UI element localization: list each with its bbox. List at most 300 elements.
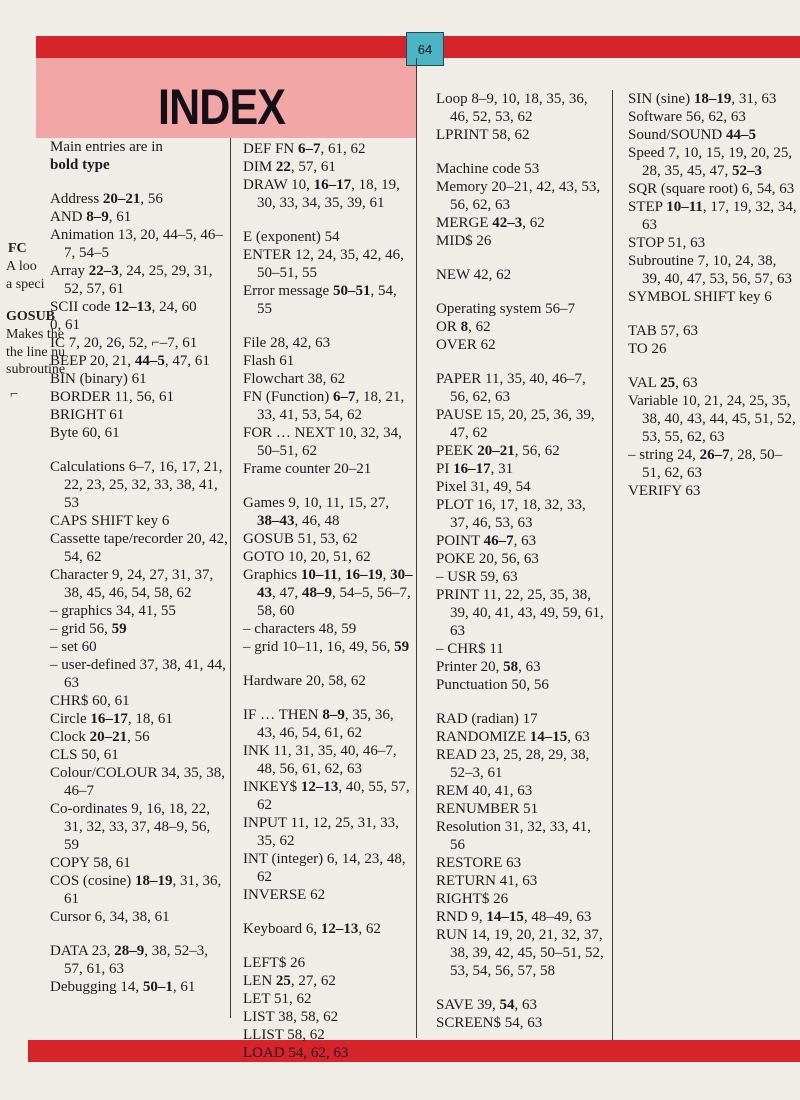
entry-text: , 48–49, 63 (523, 909, 592, 925)
index-entry (436, 640, 608, 658)
entry-text: , 54, 55 (257, 283, 397, 317)
entry-text: DATA 23, (50, 943, 115, 959)
index-entry (243, 282, 415, 318)
entry-group-gap (243, 318, 415, 334)
entry-text: , 24, 60 (151, 299, 197, 315)
entry-text: RND 9, (436, 909, 487, 925)
index-entry (50, 370, 228, 388)
entry-text: Speed 7, 10, 15, 19, 20, 25, 28, 35, 45, 47, (628, 145, 793, 179)
side-fragment-mark: ⌐ (10, 387, 18, 402)
index-entry (436, 996, 608, 1014)
entry-text: Cassette tape/recorder 20, 42, 54, 62 (50, 531, 228, 565)
entry-text: RETURN 41, 63 (436, 873, 538, 889)
column-divider-1 (230, 138, 231, 1018)
entry-page-bold: 59 (111, 621, 127, 637)
entry-text: Flowchart 38, 62 (243, 371, 346, 387)
entry-text: , 56 (140, 191, 163, 207)
entry-text: DEF FN (243, 141, 299, 157)
column-divider-2 (416, 58, 417, 1038)
entry-page-bold: 26–7 (699, 447, 730, 463)
entry-text: BIN (binary) 61 (50, 371, 147, 387)
entry-text: MID$ 26 (436, 233, 492, 249)
index-entry (50, 728, 228, 746)
entry-group-gap (628, 306, 798, 322)
entry-text: – string 24, (628, 447, 700, 463)
entry-text: BORDER 11, 56, 61 (50, 389, 175, 405)
entry-text: IF … THEN (243, 707, 323, 723)
index-entry (436, 300, 608, 318)
entry-text: , (382, 567, 391, 583)
index-entry (243, 672, 415, 690)
entry-page-bold: 46–7 (483, 533, 514, 549)
entry-text: FN (Function) (243, 389, 333, 405)
index-entry (628, 340, 798, 358)
entry-text: SQR (square root) 6, 54, 63 (628, 181, 795, 197)
entry-text: INKEY$ (243, 779, 301, 795)
entry-text: PAPER 11, 35, 40, 46–7, 56, 62, 63 (436, 371, 586, 405)
entry-text: , 62 (522, 215, 545, 231)
entry-text: , 46, 48 (294, 513, 340, 529)
index-entry (628, 144, 798, 180)
entry-text: COPY 58, 61 (50, 855, 131, 871)
index-entry (50, 566, 228, 602)
entry-page-bold: 52–3 (732, 163, 762, 179)
index-entry (50, 530, 228, 566)
index-entry (243, 548, 415, 566)
index-entry (243, 530, 415, 548)
entry-text: VAL (628, 375, 661, 391)
entry-text: Printer 20, (436, 659, 504, 675)
entry-text: LOAD 54, 62, 63 (243, 1045, 349, 1061)
entry-text: GOSUB 51, 53, 62 (243, 531, 358, 547)
index-column-1 (50, 138, 228, 996)
index-entry (243, 460, 415, 478)
index-entry (436, 1014, 608, 1032)
index-entry (628, 482, 798, 500)
entry-group-gap (50, 442, 228, 458)
entry-text: POKE 20, 56, 63 (436, 551, 539, 567)
entry-page-bold: 6–7 (333, 389, 356, 405)
entry-text: Loop 8–9, 10, 18, 35, 36, 46, 52, 53, 62 (436, 91, 588, 125)
entry-text: Pixel 31, 49, 54 (436, 479, 531, 495)
index-entry (50, 638, 228, 656)
column-2-entries (243, 140, 415, 1062)
entry-page-bold: 30–43 (257, 567, 413, 601)
entry-text: – USR 59, 63 (436, 569, 518, 585)
index-entry (436, 658, 608, 676)
index-entry (243, 638, 415, 656)
entry-text: , 17, 19, 32, 34, 63 (642, 199, 797, 233)
index-entry (50, 424, 228, 442)
index-entry (436, 160, 608, 178)
entry-text: , 54–5, 56–7, 58, 60 (257, 585, 411, 619)
entry-page-bold: 28–9 (114, 943, 145, 959)
entry-text: Games 9, 10, 11, 15, 27, (243, 495, 390, 511)
index-entry (436, 266, 608, 284)
index-entry (50, 226, 228, 262)
entry-text: Colour/COLOUR 34, 35, 38, 46–7 (50, 765, 226, 799)
index-entry (436, 818, 608, 854)
index-entry (50, 908, 228, 926)
index-entry (436, 872, 608, 890)
entry-text: LLIST 58, 62 (243, 1027, 325, 1043)
entry-text: BRIGHT 61 (50, 407, 125, 423)
index-entry (50, 352, 228, 370)
index-entry (50, 656, 228, 692)
entry-text: , 28, 50–51, 62, 63 (642, 447, 783, 481)
entry-text: – grid 10–11, 16, 49, 56, (243, 639, 395, 655)
index-entry (243, 424, 415, 460)
entry-text: 0, 61 (50, 317, 80, 333)
entry-text: INT (integer) 6, 14, 23, 48, 62 (243, 851, 406, 885)
entry-group-gap (436, 354, 608, 370)
entry-text: Character 9, 24, 27, 31, 37, 38, 45, 46, 54, 58, 62 (50, 567, 214, 601)
index-entry (50, 512, 228, 530)
entry-text: OR (436, 319, 461, 335)
entry-text: Debugging 14, (50, 979, 143, 995)
index-entry (436, 214, 608, 232)
entry-text: SCREEN$ 54, 63 (436, 1015, 543, 1031)
entry-text: Punctuation 50, 56 (436, 677, 549, 693)
entry-text: E (exponent) 54 (243, 229, 340, 245)
index-entry (243, 706, 415, 742)
index-entry (50, 458, 228, 512)
entry-text: RENUMBER 51 (436, 801, 539, 817)
side-fragment-makes-the: Makes the (6, 327, 64, 342)
index-entry (243, 140, 415, 158)
entry-page-bold: 22 (275, 159, 291, 175)
entry-text: – graphics 34, 41, 55 (50, 603, 176, 619)
entry-text: Error message (243, 283, 333, 299)
index-entry (243, 778, 415, 814)
entry-text: PI (436, 461, 454, 477)
entry-text: LET 51, 62 (243, 991, 312, 1007)
entry-page-bold: 50–1 (142, 979, 173, 995)
index-entry (436, 746, 608, 782)
entry-group-gap (436, 250, 608, 266)
entry-text: RAD (radian) 17 (436, 711, 538, 727)
entry-group-gap (436, 694, 608, 710)
index-entry (243, 972, 415, 990)
entry-page-bold: 44–5 (725, 127, 756, 143)
index-entry (436, 406, 608, 442)
entry-text: IC 7, 20, 26, 52, ⌐–7, 61 (50, 335, 198, 351)
entry-text: DIM (243, 159, 276, 175)
entry-page-bold: 25 (660, 375, 676, 391)
entry-text: PLOT 16, 17, 18, 32, 33, 37, 46, 53, 63 (436, 497, 586, 531)
entry-text: TO 26 (628, 341, 667, 357)
index-entry (243, 494, 415, 530)
entry-text: , 63 (518, 659, 541, 675)
entry-text: CLS 50, 61 (50, 747, 119, 763)
entry-page-bold: 58 (503, 659, 519, 675)
entry-text: – user-defined 37, 38, 41, 44, 63 (50, 657, 226, 691)
index-entry (50, 710, 228, 728)
entry-page-bold: 59 (394, 639, 410, 655)
index-column-2 (243, 140, 415, 1062)
index-entry (628, 322, 798, 340)
index-entry (436, 568, 608, 586)
entry-text: Circle (50, 711, 91, 727)
index-entry (243, 158, 415, 176)
entry-text: Cursor 6, 34, 38, 61 (50, 909, 170, 925)
index-entry (243, 1008, 415, 1026)
entry-page-bold: 20–21 (89, 729, 128, 745)
entry-text: READ 23, 25, 28, 29, 38, 52–3, 61 (436, 747, 590, 781)
index-entry (436, 232, 608, 250)
entry-text: , (337, 567, 346, 583)
entry-text: , 63 (567, 729, 590, 745)
entry-text: , 63 (513, 533, 537, 549)
entry-text: , 62 (468, 319, 491, 335)
entry-text: LPRINT 58, 62 (436, 127, 530, 143)
index-entry (436, 854, 608, 872)
index-entry (243, 352, 415, 370)
entry-text: Sound/SOUND (628, 127, 726, 143)
entry-text: Subroutine 7, 10, 24, 38, 39, 40, 47, 53, 56, 57, 63 (628, 253, 792, 287)
entry-text: BEEP 20, 21, (50, 353, 135, 369)
entry-text: INPUT 11, 12, 25, 31, 33, 35, 62 (243, 815, 399, 849)
entry-text: – grid 56, (50, 621, 112, 637)
index-entry (50, 406, 228, 424)
entry-text: RANDOMIZE (436, 729, 530, 745)
column-3-entries (436, 90, 608, 1032)
index-entry (243, 620, 415, 638)
index-entry (628, 392, 798, 446)
index-entry (50, 262, 228, 298)
entry-text: , 47, (272, 585, 302, 601)
entry-group-gap (628, 358, 798, 374)
entry-page-bold: 20–21 (102, 191, 141, 207)
entry-text: Keyboard 6, (243, 921, 321, 937)
entry-text: , 62 (358, 921, 381, 937)
index-entry (628, 198, 798, 234)
index-entry (50, 334, 228, 352)
entry-text: , 61 (172, 979, 196, 995)
intro-line-1: Main entries are in (50, 139, 163, 155)
entry-text: Frame counter 20–21 (243, 461, 372, 477)
page-number: 64 (406, 32, 444, 66)
entry-text: Graphics (243, 567, 301, 583)
index-entry (436, 478, 608, 496)
entry-group-gap (436, 284, 608, 300)
entry-text: Flash 61 (243, 353, 295, 369)
entry-text: MERGE (436, 215, 493, 231)
entry-page-bold: 12–13 (114, 299, 152, 315)
index-entry (436, 710, 608, 728)
index-entry (243, 954, 415, 972)
index-entry (243, 1044, 415, 1062)
entry-text: SCII code (50, 299, 115, 315)
entry-page-bold: 20–21 (477, 443, 515, 459)
side-fragment-fc: FC (8, 241, 27, 256)
entry-text: Address (50, 191, 103, 207)
entry-page-bold: 18–19 (135, 873, 173, 889)
index-entry (436, 926, 608, 980)
entry-text: , 27, 62 (290, 973, 336, 989)
entry-text: AND (50, 209, 87, 225)
entry-text: RESTORE 63 (436, 855, 522, 871)
entry-text: Co-ordinates 9, 16, 18, 22, 31, 32, 33, 37, 48–9, 56, 59 (50, 801, 211, 853)
entry-text: REM 40, 41, 63 (436, 783, 533, 799)
entry-group-gap (243, 212, 415, 228)
entry-text: , 63 (514, 997, 537, 1013)
index-entry (243, 388, 415, 424)
index-entry (50, 746, 228, 764)
index-entry (628, 374, 798, 392)
entry-page-bold: 22–3 (88, 263, 119, 279)
entry-text: OVER 62 (436, 337, 496, 353)
entry-text: GOTO 10, 20, 51, 62 (243, 549, 371, 565)
entry-text: COS (cosine) (50, 873, 135, 889)
index-entry (243, 228, 415, 246)
index-entry (436, 496, 608, 532)
entry-text: Machine code 53 (436, 161, 540, 177)
entry-text: , 61, 62 (320, 141, 366, 157)
index-entry (628, 446, 798, 482)
entry-page-bold: 10–11 (300, 567, 338, 583)
index-entry (436, 178, 608, 214)
entry-text: SAVE 39, (436, 997, 500, 1013)
index-entry (50, 978, 228, 996)
entry-text: SYMBOL SHIFT key 6 (628, 289, 772, 305)
entry-page-bold: 50–51 (332, 283, 371, 299)
entry-page-bold: 10–11 (666, 199, 703, 215)
index-entry (628, 108, 798, 126)
entry-page-bold: 8–9 (86, 209, 109, 225)
entry-text: , 38, 52–3, 57, 61, 63 (64, 943, 208, 977)
entry-group-gap (243, 478, 415, 494)
index-entry (50, 208, 228, 226)
entry-text: CAPS SHIFT key 6 (50, 513, 170, 529)
column-1-entries (50, 190, 228, 996)
entry-group-gap (243, 656, 415, 672)
index-entry (243, 246, 415, 282)
entry-text: Resolution 31, 32, 33, 41, 56 (436, 819, 592, 853)
entry-page-bold: 16–17 (453, 461, 491, 477)
index-entry (436, 728, 608, 746)
index-entry (243, 886, 415, 904)
entry-text: , 18, 61 (127, 711, 173, 727)
entry-page-bold: 42–3 (492, 215, 523, 231)
entry-group-gap (243, 904, 415, 920)
index-entry (50, 190, 228, 208)
entry-page-bold: 18–19 (693, 91, 732, 107)
column-4-entries (628, 90, 798, 500)
entry-text: , 35, 36, 43, 46, 54, 61, 62 (257, 707, 394, 741)
index-entry (50, 872, 228, 908)
entry-text: Memory 20–21, 42, 43, 53, 56, 62, 63 (436, 179, 601, 213)
entry-text: Operating system 56–7 (436, 301, 576, 317)
entry-text: , 31 (490, 461, 514, 477)
entry-text: Calculations 6–7, 16, 17, 21, 22, 23, 25, 32, 33, 38, 41, 53 (50, 459, 223, 511)
index-entry (436, 442, 608, 460)
index-entry (50, 854, 228, 872)
index-entry (50, 316, 228, 334)
side-fragment-subroutine: subroutine (6, 362, 66, 377)
index-entry (50, 620, 228, 638)
index-entry (243, 1026, 415, 1044)
entry-text: LEFT$ 26 (243, 955, 306, 971)
intro-line-2: bold type (50, 157, 110, 173)
entry-text: SIN (sine) (628, 91, 694, 107)
entry-text: PRINT 11, 22, 25, 35, 38, 39, 40, 41, 43, 49, 59, 61, 63 (436, 587, 604, 639)
index-entry (628, 234, 798, 252)
entry-text: , 31, 36, 61 (64, 873, 222, 907)
entry-page-bold: 38–43 (257, 513, 295, 529)
entry-text: POINT (436, 533, 484, 549)
side-fragment-a-speci: a speci (6, 277, 45, 292)
entry-page-bold: 44–5 (134, 353, 165, 369)
index-entry (436, 676, 608, 694)
entry-text: DRAW 10, (243, 177, 314, 193)
index-entry (436, 586, 608, 640)
entry-text: , 24, 25, 29, 31, 52, 57, 61 (64, 263, 213, 297)
entry-text: STOP 51, 63 (628, 235, 706, 251)
entry-text: , 56, 62 (514, 443, 560, 459)
entry-text: INVERSE 62 (243, 887, 326, 903)
entry-text: , 56 (127, 729, 150, 745)
index-entry (243, 990, 415, 1008)
index-entry (436, 460, 608, 478)
index-entry (243, 742, 415, 778)
entry-text: File 28, 42, 63 (243, 335, 331, 351)
entry-text: Clock (50, 729, 90, 745)
entry-page-bold: 16–17 (313, 177, 352, 193)
entry-text: ENTER 12, 24, 35, 42, 46, 50–51, 55 (243, 247, 404, 281)
entry-page-bold: 14–15 (529, 729, 568, 745)
index-entry (50, 298, 228, 316)
entry-text: PAUSE 15, 20, 25, 36, 39, 47, 62 (436, 407, 595, 441)
index-entry (50, 764, 228, 800)
entry-text: LIST 38, 58, 62 (243, 1009, 339, 1025)
entry-group-gap (436, 980, 608, 996)
entry-page-bold: 12–13 (300, 779, 339, 795)
entry-text: Variable 10, 21, 24, 25, 35, 38, 40, 43, 44, 45, 51, 52, 53, 55, 62, 63 (628, 393, 796, 445)
entry-page-bold: 8–9 (322, 707, 345, 723)
entry-group-gap (243, 938, 415, 954)
entry-text: , 57, 61 (290, 159, 336, 175)
index-entry (50, 942, 228, 978)
index-entry (243, 176, 415, 212)
entry-text: – set 60 (50, 639, 97, 655)
index-entry (436, 90, 608, 126)
entry-page-bold: 8 (460, 319, 469, 335)
index-entry (243, 814, 415, 850)
index-entry (436, 550, 608, 568)
index-entry (50, 602, 228, 620)
index-entry (436, 126, 608, 144)
entry-text: Software 56, 62, 63 (628, 109, 746, 125)
entry-text: , 47, 61 (164, 353, 210, 369)
entry-text: , 61 (108, 209, 132, 225)
index-entry (436, 370, 608, 406)
entry-text: RUN 14, 19, 20, 21, 32, 37, 38, 39, 42, 45, 50–51, 52, 53, 54, 56, 57, 58 (436, 927, 604, 979)
entry-page-bold: 12–13 (320, 921, 359, 937)
index-entry (50, 692, 228, 710)
index-entry (243, 370, 415, 388)
entry-text: , 18, 19, 30, 33, 34, 35, 39, 61 (257, 177, 400, 211)
entry-text: Byte 60, 61 (50, 425, 120, 441)
entry-page-bold: 14–15 (486, 909, 524, 925)
index-entry (436, 318, 608, 336)
index-entry (436, 890, 608, 908)
index-entry (243, 850, 415, 886)
entry-text: Array (50, 263, 89, 279)
index-entry (628, 90, 798, 108)
column-divider-3 (612, 90, 613, 1040)
index-column-4 (628, 90, 798, 500)
